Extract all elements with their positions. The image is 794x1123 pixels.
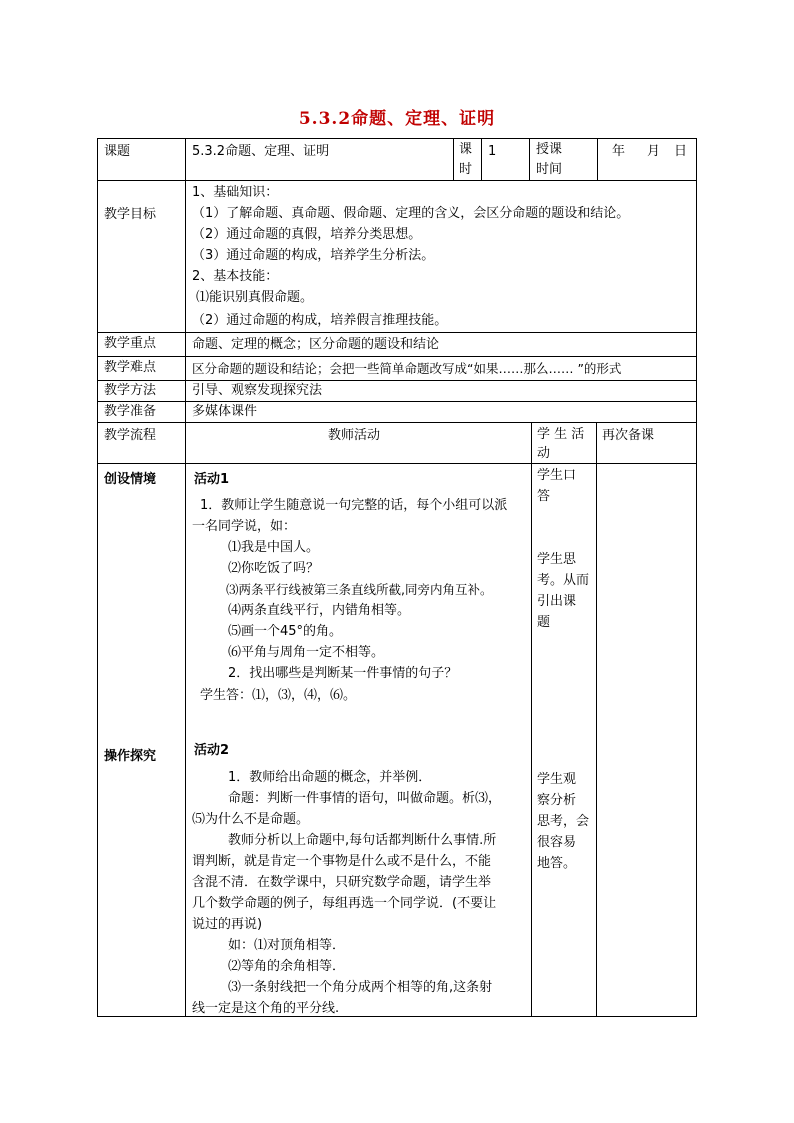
difficulties-label: 教学难点 [104, 360, 157, 375]
stage2-student-line: 学生观 [537, 772, 577, 787]
stage2-line: ⑶一条射线把一个角分成两个相等的角,这条射 [228, 980, 493, 995]
stage2-line: 含混不清．在数学课中，只研究数学命题，请学生举 [192, 875, 492, 890]
stage2-label: 操作探究 [104, 749, 157, 764]
key-points-label: 教学重点 [104, 336, 157, 351]
stage2-student-line: 察分析 [537, 793, 577, 808]
goals-line: ⑴能识别真假命题。 [196, 290, 314, 305]
goals-line: （3）通过命题的构成，培养学生分析法。 [192, 248, 435, 263]
stage2-student-line: 很容易 [537, 835, 577, 850]
date-label-2: 时间 [536, 162, 563, 177]
stage2-line: 命题：判断一件事情的语句，叫做命题。析⑶， [228, 791, 502, 806]
date-year: 年 [612, 144, 626, 159]
methods-text: 引导、观察发现探究法 [192, 383, 323, 398]
stage2-line: 几个数学命题的例子，每组再选一个同学说．(不要让 [192, 896, 497, 911]
stage2-line: 线一定是这个角的平分线. [192, 1001, 340, 1016]
goals-line: （2）通过命题的真假，培养分类思想。 [192, 227, 422, 242]
stage2-line: 说过的再说) [192, 917, 263, 932]
stage1-line: ⑴我是中国人。 [228, 540, 320, 555]
stage1-student-line: 引出课 [537, 594, 577, 609]
period-label-2: 时 [459, 162, 473, 177]
date-label-1: 授课 [536, 142, 563, 157]
again-prep-header: 再次备课 [602, 428, 655, 443]
stage1-student-line: 考。从而 [537, 573, 590, 588]
goals-line: 1、基础知识： [192, 185, 279, 200]
stage1-activity: 活动1 [194, 472, 230, 487]
prep-label: 教学准备 [104, 404, 157, 419]
stage2-student-line: 地答。 [537, 856, 577, 871]
stage1-line: ⑶两条平行线被第三条直线所截,同旁内角互补。 [226, 582, 493, 597]
date-day: 日 [674, 144, 688, 159]
goals-line: （2）通过命题的构成，培养假言推理技能。 [192, 313, 448, 328]
stage1-student-line: 题 [537, 615, 551, 630]
period-label-1: 课 [459, 142, 473, 157]
stage2-line: ⑵等角的余角相等． [228, 959, 346, 974]
stage2-activity: 活动2 [194, 743, 230, 758]
key-points-text: 命题、定理的概念；区分命题的题设和结论 [192, 337, 440, 352]
stage1-line: ⑵你吃饭了吗？ [228, 561, 320, 576]
stage1-line: ⑷两条直线平行，内错角相等。 [228, 603, 411, 618]
teacher-activity-header: 教师活动 [328, 428, 381, 443]
goals-line: 2、基本技能： [192, 269, 279, 284]
stage1-line: 学生答：⑴，⑶，⑷，⑹。 [200, 688, 357, 703]
stage1-student-line: 答 [537, 489, 551, 504]
stage1-line: ⑹平角与周角一定不相等。 [228, 645, 385, 660]
goals-label: 教学目标 [104, 207, 157, 222]
methods-label: 教学方法 [104, 383, 157, 398]
date-month: 月 [647, 144, 661, 159]
difficulties-text: 区分命题的题设和结论；会把一些简单命题改写成“如果……那么…… ”的形式 [192, 361, 622, 376]
stage2-line: ⑸为什么不是命题。 [192, 812, 310, 827]
period-value: 1 [488, 144, 497, 159]
topic-value: 5.3.2命题、定理、证明 [192, 144, 330, 159]
stage2-student-line: 思考，会 [537, 814, 590, 829]
stage1-line: 一名同学说，如： [192, 519, 297, 534]
stage1-line: 2．找出哪些是判断某一件事情的句子？ [228, 666, 458, 681]
stage1-label: 创设情境 [104, 472, 157, 487]
stage1-line: 1．教师让学生随意说一句完整的话，每个小组可以派 [200, 498, 508, 513]
stage2-line: 如：⑴对顶角相等． [228, 938, 346, 953]
stage2-line: 1．教师给出命题的概念，并举例． [228, 770, 432, 785]
student-activity-header-1: 学 生 活 [537, 427, 585, 442]
stage1-student-line: 学生思 [537, 552, 577, 567]
stage2-line: 谓判断，就是肯定一个事物是什么或不是什么，不能 [192, 854, 492, 869]
stage1-student-line: 学生口 [537, 468, 577, 483]
topic-label: 课题 [104, 144, 131, 159]
process-label: 教学流程 [104, 428, 157, 443]
goals-line: （1）了解命题、真命题、假命题、定理的含义，会区分命题的题设和结论。 [192, 206, 630, 221]
stage1-line: ⑸画一个45°的角。 [228, 624, 343, 639]
prep-text: 多媒体课件 [192, 404, 258, 419]
student-activity-header-2: 动 [537, 446, 551, 461]
stage2-line: 教师分析以上命题中,每句话都判断什么事情.所 [228, 833, 497, 848]
page-title: 5.3.2命题、定理、证明 [298, 109, 496, 129]
